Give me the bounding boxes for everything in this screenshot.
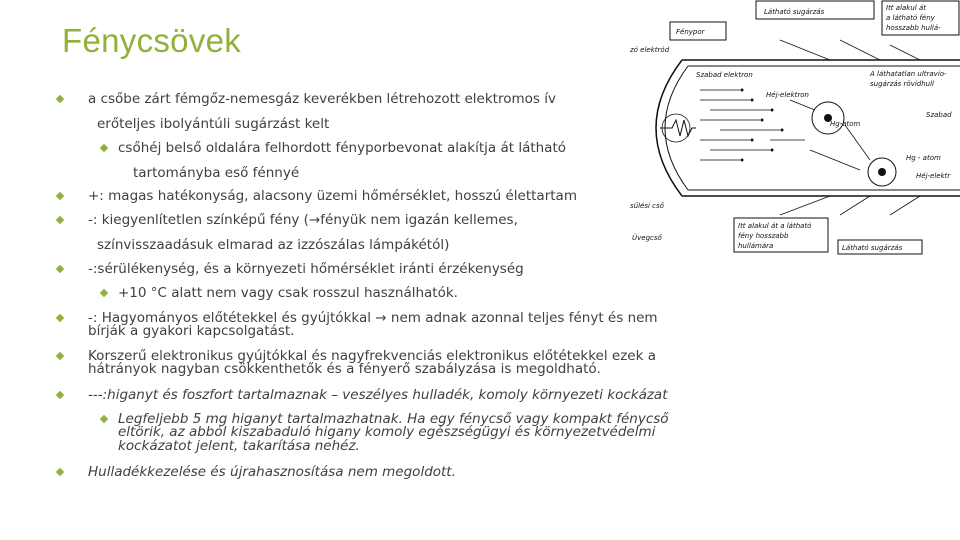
- bullet-item: [88, 189, 577, 204]
- bullet-text: Hulladékkezelése és újrahasznosítása nem megoldott.: [88, 464, 456, 480]
- fluorescent-tube-diagram: [630, 0, 960, 255]
- diamond-bullet-icon: [100, 289, 108, 297]
- bullet-text: csőhéj belső oldalára felhordott fényporbevonat alakítja át látható: [118, 140, 567, 156]
- diamond-bullet-icon: [56, 468, 64, 476]
- label-dense-gas: sűlési cső: [630, 202, 664, 210]
- bullet-text: -: Hagyományos előtétekkel és gyújtókkal → nem adnak azonnal teljes fényt és nem: [88, 310, 658, 326]
- sub-bullet-item: [118, 141, 566, 156]
- hg-nucleus-2: [878, 168, 886, 176]
- label-note-bottom-1: Itt alakul át a látható: [738, 222, 812, 230]
- electrons: [741, 89, 784, 162]
- bullet-item: [88, 213, 518, 228]
- bullet-text-continued: hátrányok nagyban csökkenthetők és a fényerő szabályzása is megoldható.: [88, 361, 601, 377]
- label-free: Szabad: [926, 111, 952, 119]
- bullet-item: [88, 262, 524, 277]
- sub-bullet-item: [118, 286, 458, 301]
- bullet-text: Korszerű elektronikus gyújtókkal és nagyfrekvenciás elektronikus előtétekkel ezek a: [88, 348, 656, 364]
- diamond-bullet-icon: [56, 192, 64, 200]
- diamond-bullet-icon: [56, 314, 64, 322]
- slide-title: Fénycsövek: [62, 22, 242, 59]
- bullet-text-continued: tartományba eső fénnyé: [133, 165, 300, 181]
- diamond-bullet-icon: [56, 95, 64, 103]
- bullet-text: Legfeljebb 5 mg higanyt tartalmazhatnak. Ha egy fénycső vagy kompakt fénycső: [118, 411, 669, 427]
- label-phosphor: Fénypor: [676, 28, 705, 36]
- bullet-text-continued: bírják a gyakori kapcsolgatást.: [88, 323, 295, 339]
- bullet-text: ---:higanyt és foszfort tartalmaznak – veszélyes hulladék, komoly környezeti kockázat: [88, 387, 668, 403]
- bullet-item: [88, 465, 456, 480]
- bullet-item: [88, 92, 556, 107]
- label-visible-bottom: Látható sugárzás: [842, 244, 903, 252]
- bullet-text-continued: kockázatot jelent, takarítása nehéz.: [118, 438, 360, 454]
- label-note-top-2: a látható fény: [886, 14, 935, 22]
- diamond-bullet-icon: [100, 415, 108, 423]
- tube-diagram-svg: [630, 0, 960, 255]
- diamond-bullet-icon: [56, 265, 64, 273]
- bullet-text: a csőbe zárt fémgőz-nemesgáz keverékben létrehozott elektromos ív: [88, 91, 556, 107]
- label-note-top-1: Itt alakul át: [886, 4, 926, 12]
- label-invisible-uv-1: A láthatatlan ultravio-: [870, 70, 947, 78]
- bullet-text: +: magas hatékonyság, alacsony üzemi hőmérséklet, hosszú élettartam: [88, 188, 577, 204]
- label-hg-atom-2: Hg - atom: [906, 154, 941, 162]
- bullet-text-continued: eltörik, az abból kiszabaduló higany komoly egészségügyi és környezetvédelmi: [118, 424, 656, 440]
- label-note-bottom-3: hullámára: [738, 242, 774, 250]
- label-note-bottom-2: fény hosszabb: [738, 232, 789, 240]
- diamond-bullet-icon: [56, 391, 64, 399]
- label-visible-top: Látható sugárzás: [764, 8, 825, 16]
- bullet-item: [88, 388, 668, 403]
- label-note-top-3: hosszabb hullá-: [886, 24, 941, 32]
- label-glass-tube: Üvegcső: [632, 234, 662, 242]
- bullet-text-continued: színvisszaadásuk elmarad az izzószálas lámpákétól): [97, 237, 450, 253]
- bullet-text-continued: erőteljes ibolyántúli sugárzást kelt: [97, 116, 330, 132]
- diamond-bullet-icon: [56, 352, 64, 360]
- label-shell-electron-2: Héj-elektr: [916, 172, 951, 180]
- bullet-text: -:sérülékenység, és a környezeti hőmérséklet iránti érzékenység: [88, 261, 524, 277]
- label-electrode: zó elektród: [630, 46, 670, 54]
- bullet-text: -: kiegyenlítetlen színképű fény (→fényük nem igazán kellemes,: [88, 212, 518, 228]
- bullet-text: +10 °C alatt nem vagy csak rosszul használhatók.: [118, 285, 458, 301]
- label-shell-electron: Héj-elektron: [766, 91, 809, 99]
- label-hg-atom-1: Hg-atom: [830, 120, 861, 128]
- label-free-electron: Szabad elektron: [696, 71, 753, 79]
- diamond-bullet-icon: [100, 144, 108, 152]
- label-invisible-uv-2: sugárzás rövidhull: [870, 80, 934, 88]
- diamond-bullet-icon: [56, 216, 64, 224]
